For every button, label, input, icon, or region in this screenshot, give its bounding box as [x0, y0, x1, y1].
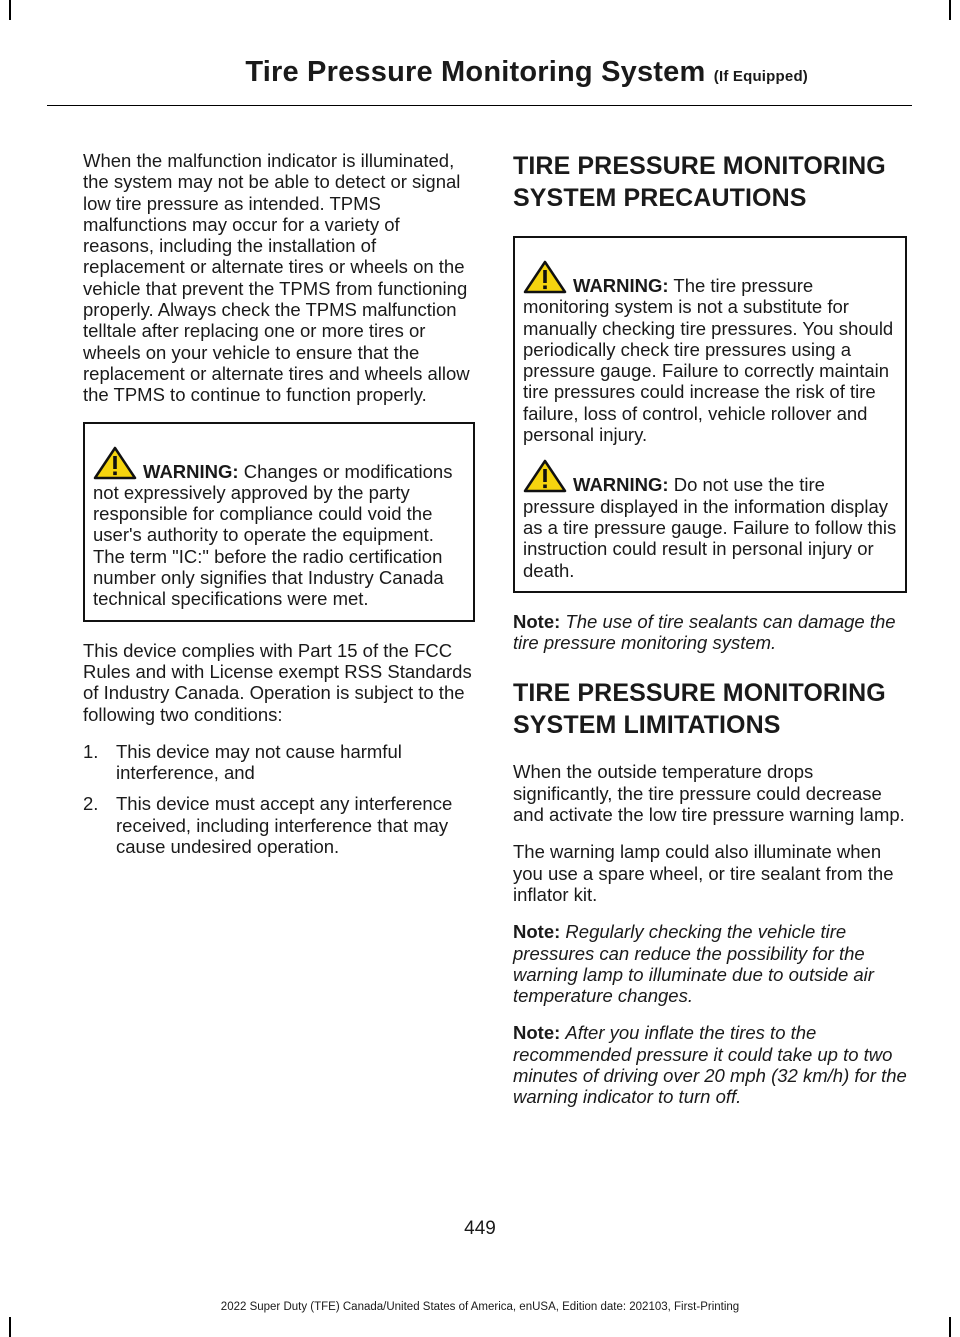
warning-fcc: [93, 446, 465, 610]
note-label: Note:: [513, 921, 561, 943]
malfunction-paragraph: When the malfunction indicator is illuminated, the system may not be able to detect or signal low tire pressure as intended. TPMS malfunctions may occur for a variety of reasons, including the installation of replacement or alternate tires or wheels on the vehicle that prevent the TPMS from functioning properly. Always check the TPMS malfunction telltale after replacing one or more tires or wheels on your vehicle to ensure that the replacement or alternate tires and wheels allow the TPMS to continue to function properly.: [83, 150, 470, 406]
list-item-number: 1.: [83, 740, 99, 762]
page-title-subtitle: (If Equipped): [713, 68, 808, 85]
heading-line: SYSTEM PRECAUTIONS: [513, 184, 807, 212]
list-item: [83, 741, 475, 784]
conditions-list: [83, 741, 475, 857]
right-column: [513, 150, 907, 1124]
warning-text: Changes or modifications not expressively approved by the party responsible for compliance could void the user's authority to operate the equipment. The term "IC:" before the radio certification number only signifies that Industry Canada technical specifications were met.: [93, 460, 453, 610]
footer-edition: 2022 Super Duty (TFE) Canada/United States of America, enUSA, Edition date: 202103, First-Printing: [220, 1301, 740, 1313]
crop-mark-top-right: [949, 0, 951, 20]
warning-text: Do not use the tire pressure displayed in the information display as a tire pressure gauge. Failure to follow this instruction could result in personal injury or death.: [523, 474, 897, 581]
note-label: Note:: [513, 1022, 561, 1044]
page-title: [245, 56, 808, 89]
list-item: [83, 793, 475, 857]
warning-triangle-icon: [93, 446, 137, 480]
crop-mark-top-left: [9, 0, 11, 20]
warning-text: The tire pressure monitoring system is not a substitute for manually checking tire pressures. You should periodically check tire pressures using a pressure gauge. Failure to correctly maintain tire pressures could increase the risk of tire failure, loss of control, vehicle rollover and personal injury.: [523, 275, 894, 446]
note-regular-checking: [513, 921, 907, 1006]
left-column: [83, 150, 475, 873]
header-divider: [47, 105, 912, 106]
spare-wheel-paragraph: The warning lamp could also illuminate when you use a spare wheel, or tire sealant from the inflator kit.: [513, 841, 894, 905]
warning-gauge: [523, 459, 897, 580]
note-text: The use of tire sealants can damage the tire pressure monitoring system.: [513, 610, 896, 654]
heading-line: TIRE PRESSURE MONITORING: [513, 679, 886, 708]
warning-substitute: [523, 260, 897, 445]
list-item-text: This device must accept any interference received, including interference that may cause undesired operation.: [116, 793, 453, 858]
list-item-number: 2.: [83, 793, 99, 815]
page-title-text: Tire Pressure Monitoring System: [245, 56, 706, 88]
note-text: Regularly checking the vehicle tire pressures can reduce the possibility for the warning lamp to illuminate due to outside air temperature changes.: [513, 921, 874, 1007]
warning-triangle-icon: [523, 459, 567, 493]
page-number: 449: [464, 1218, 496, 1239]
note-inflate: [513, 1022, 907, 1107]
temperature-paragraph: When the outside temperature drops significantly, the tire pressure could decrease and activate the low tire pressure warning lamp.: [513, 761, 905, 826]
list-item-text: This device may not cause harmful interference, and: [116, 740, 402, 784]
warning-label: WARNING:: [573, 275, 669, 296]
warning-label: WARNING:: [573, 474, 669, 496]
heading-line: SYSTEM LIMITATIONS: [513, 711, 781, 740]
note-text: After you inflate the tires to the recommended pressure it could take up to two minutes of driving over 20 mph (32 km/h) for the warning indicator to turn off.: [513, 1022, 907, 1108]
warning-box-precautions: [513, 236, 907, 593]
limitations-heading: [513, 677, 907, 741]
warning-box-fcc: [83, 422, 475, 622]
fcc-paragraph: This device complies with Part 15 of the FCC Rules and with License exempt RSS Standards of Industry Canada. Operation is subject to the following two conditions:: [83, 639, 472, 725]
warning-triangle-icon: [523, 260, 567, 294]
precautions-heading: [513, 150, 907, 214]
warning-label: WARNING:: [143, 460, 239, 482]
heading-line: TIRE PRESSURE MONITORING: [513, 152, 886, 180]
crop-mark-bottom-right: [949, 1317, 951, 1337]
note-label: Note:: [513, 610, 561, 632]
crop-mark-bottom-left: [9, 1317, 11, 1337]
note-sealants: [513, 611, 907, 654]
